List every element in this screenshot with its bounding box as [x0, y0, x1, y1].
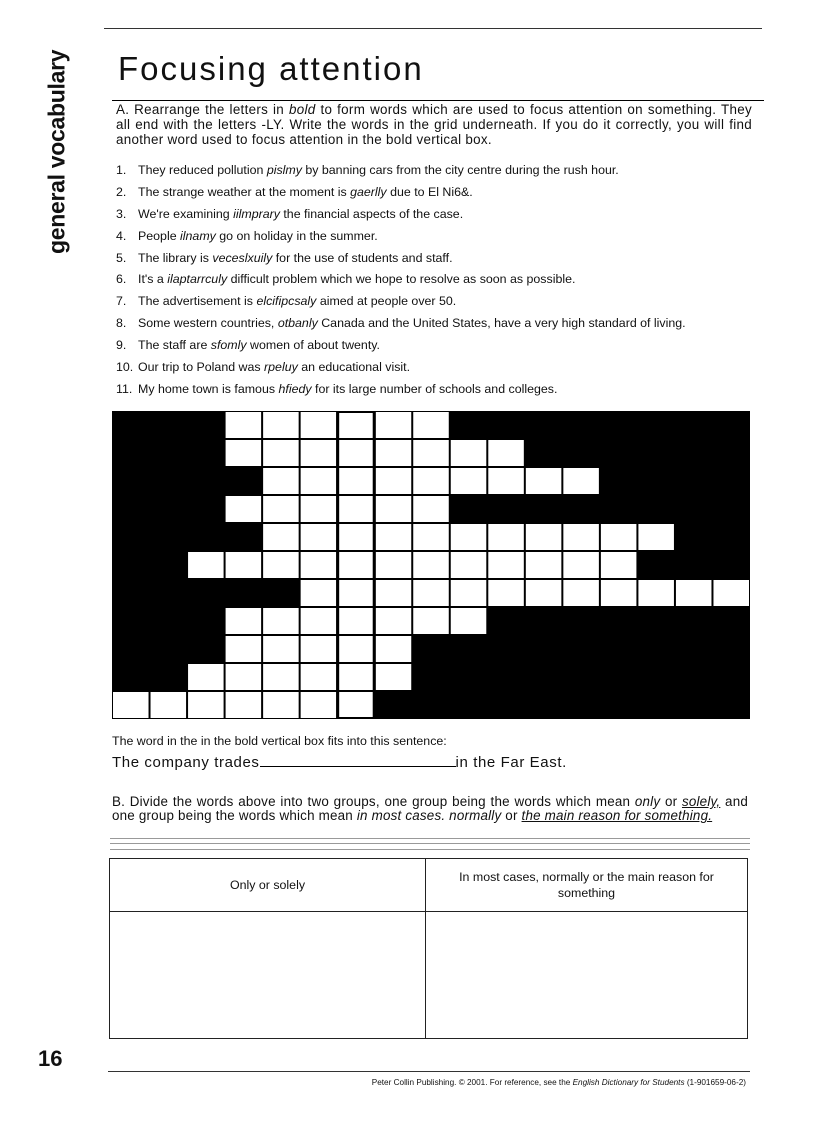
crossword-cell[interactable] — [263, 608, 299, 634]
crossword-cell[interactable] — [301, 496, 337, 522]
crossword-cell[interactable] — [301, 552, 337, 578]
crossword-cell[interactable] — [338, 440, 374, 466]
instructions-b — [112, 795, 748, 823]
crossword-cell[interactable] — [601, 524, 637, 550]
item-number: 4. — [116, 228, 127, 243]
crossword-cell[interactable] — [376, 468, 412, 494]
table-header-most-cases: In most cases, normally or the main reason for something — [426, 859, 747, 912]
crossword-cell[interactable] — [338, 692, 374, 718]
answer-cell-only-solely[interactable] — [110, 912, 426, 1038]
item-text: Some western countries, — [138, 316, 278, 331]
item-number: 1. — [116, 163, 127, 177]
item-text: The staff are — [138, 338, 211, 353]
crossword-cell[interactable] — [263, 496, 299, 522]
page-number: 16 — [38, 1046, 63, 1071]
crossword-cell[interactable] — [301, 440, 337, 466]
crossword-cell[interactable] — [713, 580, 749, 606]
list-item — [116, 248, 756, 270]
divider — [110, 849, 750, 850]
anagram-list — [116, 160, 756, 401]
crossword-cell[interactable] — [676, 580, 712, 606]
item-number: 9. — [116, 338, 127, 353]
divider — [110, 838, 750, 839]
crossword-cell[interactable] — [376, 496, 412, 522]
item-number: 3. — [116, 206, 127, 221]
crossword-grid — [112, 411, 750, 719]
item-text: the financial aspects of the case. — [279, 206, 464, 221]
crossword-svg — [112, 411, 750, 719]
item-text: My home town is famous — [138, 381, 279, 396]
item-number: 6. — [116, 272, 127, 287]
instructions-a — [116, 102, 752, 147]
crossword-cell[interactable] — [226, 664, 262, 690]
crossword-cell[interactable] — [451, 552, 487, 578]
item-anagram: pislmy — [266, 163, 302, 177]
crossword-cell[interactable] — [526, 580, 562, 606]
list-item — [116, 269, 756, 291]
item-text: an educational visit. — [297, 360, 411, 375]
instructions-a-bold-word: bold — [289, 102, 316, 117]
crossword-cell[interactable] — [301, 664, 337, 690]
list-item — [116, 226, 756, 248]
sentence-intro: The word in the in the bold vertical box fits into this sentence: — [112, 734, 447, 748]
item-anagram: rpeluy — [264, 360, 298, 375]
instructions-b-text: or — [501, 808, 522, 823]
crossword-cell[interactable] — [413, 412, 449, 438]
instructions-b-underlined: the main reason for something. — [521, 808, 713, 823]
item-number: 7. — [116, 294, 127, 309]
sentence-before: The company trades — [112, 754, 260, 771]
crossword-cell[interactable] — [488, 468, 524, 494]
crossword-cell[interactable] — [301, 692, 337, 718]
item-text: We're examining — [138, 206, 234, 221]
crossword-cell[interactable] — [376, 552, 412, 578]
item-number: 2. — [116, 184, 127, 199]
crossword-cell[interactable] — [226, 496, 262, 522]
crossword-cell[interactable] — [338, 524, 374, 550]
item-anagram: veceslxuily — [212, 250, 273, 265]
crossword-cell[interactable] — [263, 636, 299, 662]
crossword-cell[interactable] — [338, 468, 374, 494]
item-text: aimed at people over 50. — [316, 294, 457, 309]
crossword-cell[interactable] — [188, 692, 224, 718]
item-text: difficult problem which we hope to resolve as soon as possible. — [227, 272, 576, 287]
crossword-cell[interactable] — [413, 440, 449, 466]
item-text: due to El Ni6&. — [386, 184, 473, 199]
crossword-cell[interactable] — [338, 608, 374, 634]
crossword-cell[interactable] — [451, 468, 487, 494]
crossword-cell[interactable] — [563, 552, 599, 578]
crossword-cell[interactable] — [151, 692, 187, 718]
instructions-a-rest: to form words which are used to focus attention on something. They all end with the letters -LY. Write the words in the grid underneath. If you do it correctly, you will find another word used to focus attention in the bold vertical box. — [116, 102, 752, 147]
item-anagram: gaerlly — [350, 184, 387, 199]
crossword-cell[interactable] — [301, 608, 337, 634]
crossword-cell[interactable] — [376, 580, 412, 606]
table-header-only-solely: Only or solely — [110, 859, 426, 912]
crossword-cell[interactable] — [338, 580, 374, 606]
crossword-cell[interactable] — [376, 440, 412, 466]
answer-blank[interactable] — [260, 752, 456, 767]
instructions-b-emphasis: in most cases. normally — [356, 808, 502, 823]
top-rule — [104, 28, 762, 29]
instructions-b-emphasis: only — [634, 794, 661, 809]
crossword-cell[interactable] — [601, 552, 637, 578]
crossword-cell[interactable] — [638, 580, 674, 606]
crossword-cell[interactable] — [226, 608, 262, 634]
footer-book-title: English Dictionary for Students — [572, 1078, 685, 1087]
page-title: Focusing attention — [118, 50, 424, 87]
item-text: for the use of students and staff. — [272, 250, 453, 265]
crossword-cell[interactable] — [338, 552, 374, 578]
item-text: The strange weather at the moment is — [138, 184, 351, 199]
list-item — [116, 379, 756, 401]
item-anagram: sfomly — [210, 338, 247, 353]
item-anagram: hfiedy — [278, 381, 312, 396]
item-anagram: elcifipcsaly — [256, 294, 317, 309]
crossword-cell[interactable] — [263, 664, 299, 690]
item-text: People — [138, 228, 181, 243]
item-text: Canada and the United States, have a very high standard of living. — [317, 316, 686, 331]
crossword-cell[interactable] — [376, 412, 412, 438]
item-number: 10. — [116, 360, 134, 375]
crossword-cell[interactable] — [188, 552, 224, 578]
crossword-cell[interactable] — [488, 552, 524, 578]
item-number: 5. — [116, 250, 127, 265]
crossword-cell[interactable] — [338, 636, 374, 662]
crossword-cell[interactable] — [638, 524, 674, 550]
item-text: The library is — [138, 250, 213, 265]
crossword-cell[interactable] — [451, 608, 487, 634]
crossword-cell[interactable] — [301, 636, 337, 662]
divider — [110, 843, 750, 844]
footer-text: Peter Collin Publishing. © 2001. For reference, see the — [371, 1078, 573, 1087]
crossword-cell[interactable] — [301, 580, 337, 606]
crossword-cell[interactable] — [338, 412, 374, 438]
instructions-b-text: and one group being the words which mean — [112, 794, 748, 823]
title-rule — [112, 100, 764, 101]
list-item — [116, 357, 756, 379]
instructions-b-text: B. Divide the words above into two groups, one group being the words which mean — [112, 794, 635, 809]
item-text: by banning cars from the city centre during the rush hour. — [301, 163, 619, 177]
crossword-cell[interactable] — [226, 552, 262, 578]
crossword-cell[interactable] — [376, 608, 412, 634]
crossword-cell[interactable] — [376, 636, 412, 662]
crossword-cell[interactable] — [338, 664, 374, 690]
answer-cell-most-cases[interactable] — [426, 912, 747, 1038]
section-side-label: general vocabulary — [43, 49, 70, 255]
crossword-cell[interactable] — [188, 664, 224, 690]
instructions-b-underlined: solely, — [681, 794, 721, 809]
footer-text: (1-901659-06-2) — [684, 1078, 746, 1087]
list-item — [116, 313, 756, 335]
crossword-cell[interactable] — [263, 552, 299, 578]
crossword-cell[interactable] — [226, 636, 262, 662]
crossword-cell[interactable] — [263, 692, 299, 718]
footer-credit — [110, 1078, 746, 1087]
item-number: 11. — [116, 381, 133, 396]
item-text: women of about twenty. — [246, 338, 380, 353]
item-anagram: iilmprary — [233, 206, 280, 221]
crossword-cell[interactable] — [413, 524, 449, 550]
crossword-cell[interactable] — [301, 412, 337, 438]
crossword-cell[interactable] — [226, 692, 262, 718]
item-text: go on holiday in the summer. — [215, 228, 378, 243]
list-item — [116, 204, 756, 226]
crossword-cell[interactable] — [488, 440, 524, 466]
crossword-cell[interactable] — [226, 412, 262, 438]
list-item — [116, 182, 756, 204]
item-text: They reduced pollution — [138, 163, 267, 177]
crossword-cell[interactable] — [451, 524, 487, 550]
crossword-cell[interactable] — [226, 440, 262, 466]
crossword-cell[interactable] — [413, 468, 449, 494]
crossword-cell[interactable] — [563, 524, 599, 550]
list-item — [116, 291, 756, 313]
crossword-cell[interactable] — [526, 524, 562, 550]
sentence-after: in the Far East. — [455, 754, 567, 771]
footer-rule — [108, 1071, 750, 1072]
crossword-cell[interactable] — [413, 496, 449, 522]
crossword-cell[interactable] — [113, 692, 149, 718]
crossword-cell[interactable] — [263, 412, 299, 438]
crossword-cell[interactable] — [451, 440, 487, 466]
crossword-cell[interactable] — [338, 496, 374, 522]
crossword-cell[interactable] — [601, 580, 637, 606]
crossword-cell[interactable] — [413, 608, 449, 634]
crossword-cell[interactable] — [488, 580, 524, 606]
crossword-cell[interactable] — [263, 440, 299, 466]
crossword-cell[interactable] — [526, 468, 562, 494]
crossword-cell[interactable] — [563, 580, 599, 606]
crossword-cell[interactable] — [263, 524, 299, 550]
item-text: for its large number of schools and colleges. — [311, 381, 558, 396]
crossword-cell[interactable] — [263, 468, 299, 494]
item-anagram: ilnamy — [180, 228, 216, 243]
item-text: Our trip to Poland was — [138, 360, 265, 375]
instructions-a-lead: A. Rearrange the letters in — [116, 102, 289, 117]
list-item — [116, 160, 756, 182]
item-number: 8. — [116, 316, 127, 331]
item-text: It's a — [138, 272, 168, 287]
list-item — [116, 335, 756, 357]
item-anagram: otbanly — [277, 316, 318, 331]
crossword-cell[interactable] — [376, 664, 412, 690]
item-text: The advertisement is — [138, 294, 257, 309]
grouping-table — [109, 858, 748, 1039]
crossword-cell[interactable] — [301, 524, 337, 550]
crossword-cell[interactable] — [413, 552, 449, 578]
crossword-cell[interactable] — [526, 552, 562, 578]
crossword-cell[interactable] — [301, 468, 337, 494]
crossword-cell[interactable] — [488, 524, 524, 550]
crossword-cell[interactable] — [563, 468, 599, 494]
fill-in-sentence — [112, 752, 567, 771]
item-anagram: ilaptarrculy — [167, 272, 228, 287]
crossword-cell[interactable] — [451, 580, 487, 606]
instructions-b-text: or — [660, 794, 682, 809]
crossword-cell[interactable] — [413, 580, 449, 606]
crossword-cell[interactable] — [376, 524, 412, 550]
